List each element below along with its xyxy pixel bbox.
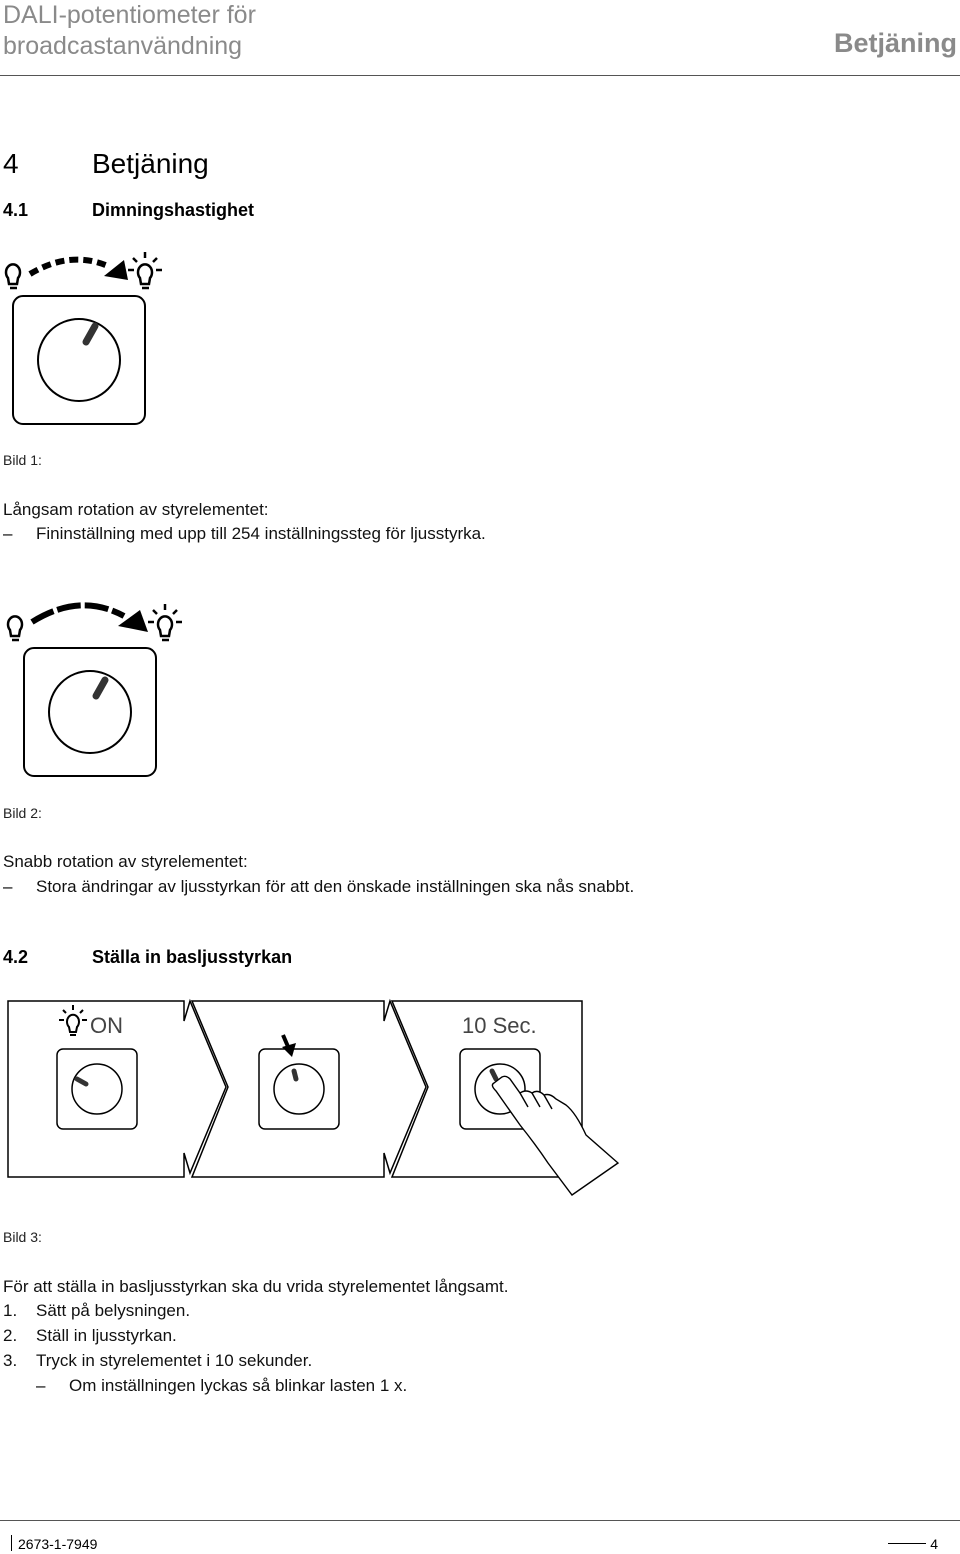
switch-plate xyxy=(259,1049,339,1129)
document-number: 2673-1-7949 xyxy=(18,1536,98,1552)
figure-caption: Bild 1: xyxy=(3,452,42,468)
figure-caption: Bild 3: xyxy=(3,1229,42,1245)
press-arrow-icon xyxy=(282,1035,296,1057)
figure1-bullet-text: Fininställning med upp till 254 inställningssteg för ljusstyrka. xyxy=(36,524,486,543)
header-divider xyxy=(0,75,960,76)
bulb-off-icon xyxy=(8,616,22,640)
figure-caption: Bild 2: xyxy=(3,805,42,821)
result-text: Om inställningen lyckas så blinkar lasten 1 x. xyxy=(69,1376,408,1395)
step-text: Sätt på belysningen. xyxy=(36,1301,191,1320)
page-number: 4 xyxy=(930,1536,938,1552)
chapter-title: Betjäning xyxy=(92,148,209,179)
on-label: ON xyxy=(90,1013,123,1038)
rotary-knob xyxy=(49,671,131,753)
bulb-on-icon xyxy=(148,604,182,640)
step-number: 1. xyxy=(3,1301,18,1320)
document-title-line1: DALI-potentiometer för xyxy=(3,1,256,29)
bulb-on-icon xyxy=(128,252,162,288)
section-number: 4.1 xyxy=(3,200,29,220)
rotary-knob xyxy=(38,319,120,401)
fast-arc-arrow-icon xyxy=(32,605,148,632)
bullet-dash: – xyxy=(36,1376,46,1395)
section-title: Ställa in basljusstyrkan xyxy=(92,947,293,967)
section-title: Dimningshastighet xyxy=(92,200,255,220)
footer-divider xyxy=(0,1520,960,1521)
figure1-heading: Långsam rotation av styrelementet: xyxy=(3,500,269,519)
header-section-name: Betjäning xyxy=(833,28,957,58)
rotary-knob xyxy=(72,1064,122,1114)
switch-plate xyxy=(13,296,145,424)
knob-indicator xyxy=(77,1079,86,1084)
slow-rotation-figure xyxy=(0,248,200,433)
document-title-line2: broadcastanvändning xyxy=(3,32,243,60)
step-panel-2 xyxy=(192,1001,426,1177)
bullet-dash: – xyxy=(3,524,13,543)
section-number: 4.2 xyxy=(3,947,29,967)
fast-rotation-figure xyxy=(0,598,200,783)
figure2-heading: Snabb rotation av styrelementet: xyxy=(3,852,248,871)
knob-indicator xyxy=(492,1071,496,1079)
switch-plate xyxy=(57,1049,137,1129)
bulb-on-icon xyxy=(59,1005,87,1035)
procedure-intro: För att ställa in basljusstyrkan ska du vrida styrelementet långsamt. xyxy=(3,1277,509,1296)
dashed-arc-arrow-icon xyxy=(30,260,128,280)
step-number: 3. xyxy=(3,1351,18,1370)
page-number-line xyxy=(888,1543,926,1544)
document-title xyxy=(3,0,256,62)
knob-indicator xyxy=(96,680,105,696)
base-brightness-figure xyxy=(0,995,640,1205)
knob-indicator xyxy=(294,1071,296,1079)
switch-plate xyxy=(24,648,156,776)
rotary-knob xyxy=(274,1064,324,1114)
footer-marker xyxy=(11,1535,12,1551)
step-number: 2. xyxy=(3,1326,18,1345)
bulb-off-icon xyxy=(6,264,20,288)
step-text: Ställ in ljusstyrkan. xyxy=(36,1326,177,1345)
bullet-dash: – xyxy=(3,877,13,896)
duration-label: 10 Sec. xyxy=(462,1013,537,1038)
knob-indicator xyxy=(86,326,95,342)
chapter-number: 4 xyxy=(3,148,19,179)
step-text: Tryck in styrelementet i 10 sekunder. xyxy=(36,1351,313,1370)
figure2-bullet-text: Stora ändringar av ljusstyrkan för att den önskade inställningen ska nås snabbt. xyxy=(36,877,635,896)
